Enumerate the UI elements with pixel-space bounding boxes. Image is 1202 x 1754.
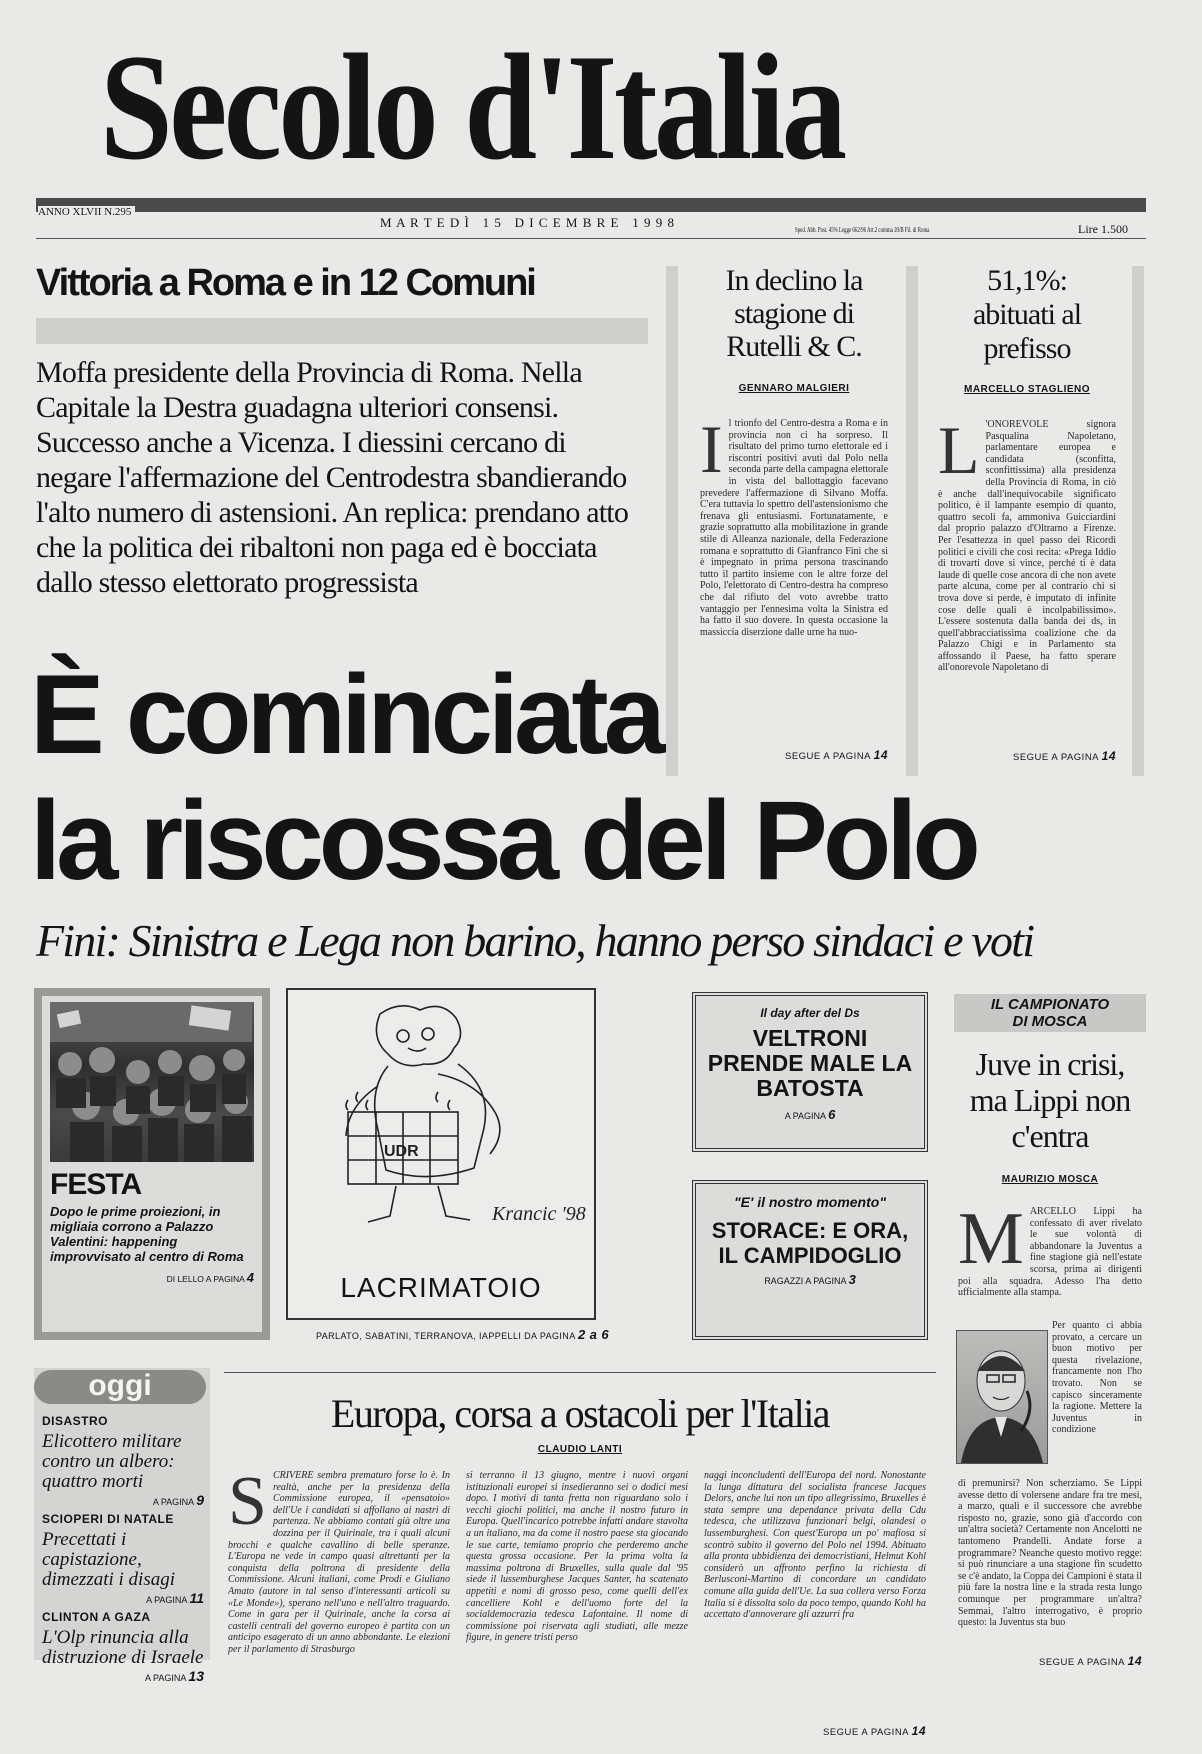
- dropcap: S: [228, 1470, 267, 1540]
- sport-continued: [958, 1654, 1142, 1668]
- lead-subhead: Fini: Sinistra e Lega non barino, hanno perso sindaci e voti: [36, 915, 1034, 966]
- rutelli-continued: [700, 748, 888, 762]
- continued-label: SEGUE A PAGINA: [823, 1727, 909, 1738]
- ref-page: 3: [848, 1272, 856, 1287]
- europa-top-rule: [224, 1372, 936, 1373]
- rutelli-body: [700, 418, 888, 736]
- oggi-item: [42, 1610, 204, 1684]
- column-divider: [666, 266, 678, 776]
- festa-title: FESTA: [50, 1168, 142, 1201]
- ref-label: RAGAZZI A PAGINA: [764, 1276, 847, 1286]
- ref-page: 4: [246, 1270, 254, 1285]
- lead-kicker: Vittoria a Roma e in 12 Comuni: [36, 262, 535, 304]
- festa-text: Dopo le prime proiezioni, in migliaia corrono a Palazzo Valentini: happening improvvisato al centro di Roma: [50, 1204, 244, 1264]
- oggi-item-ref: [42, 1492, 204, 1508]
- prefisso-byline: MARCELLO STAGLIENO: [963, 384, 1091, 395]
- oggi-item-text: Elicottero militare contro un albero: quattro morti: [42, 1431, 182, 1492]
- ref-pages: 2 a 6: [578, 1327, 609, 1342]
- lead-headline-2: la riscossa del Polo: [30, 778, 976, 903]
- cartoon-caption: LACRIMATOIO: [340, 1272, 542, 1303]
- lead-headline-1: È cominciata: [30, 652, 661, 777]
- veltroni-kicker: Il day after del Ds: [760, 1006, 860, 1020]
- continued-page: 14: [911, 1724, 926, 1738]
- ref-label: A PAGINA: [146, 1595, 187, 1605]
- storace-headline: STORACE: E ORA, IL CAMPIDOGLIO: [711, 1218, 909, 1268]
- col-rutelli: [700, 264, 888, 762]
- portrait-image: [957, 1331, 1047, 1463]
- europa-byline: CLAUDIO LANTI: [537, 1444, 623, 1455]
- rubric-line-2: DI MOSCA: [1012, 1013, 1088, 1030]
- veltroni-ref: [706, 1107, 914, 1122]
- masthead-bottom-rule: [36, 238, 1146, 239]
- ref-page: 13: [188, 1668, 204, 1684]
- sport-title: Juve in crisi, ma Lippi non c'entra: [969, 1046, 1131, 1154]
- sport-text-a: ARCELLO Lippi ha confessato di aver rivelato le sue volontà di abbandonare la Juventus a fine stagione già nell'estate scorsa, prima ai dirigenti poi alla squadra. Adesso l'ha detto ufficialmente alla stampa.: [958, 1206, 1142, 1299]
- ref-page: 6: [828, 1107, 836, 1122]
- postal-note: Sped. Abb. Post. 45% Legge 662/96 Art.2 comma 20/B Fil. di Roma: [795, 226, 930, 234]
- cartoon-ref: [316, 1327, 609, 1342]
- oggi-item-head: DISASTRO: [42, 1414, 109, 1428]
- storace-box: [692, 1180, 928, 1340]
- sport-body-b: Per quanto ci abbia provato, a cercare un buon motivo per questa rivelazione, francamente non l'ho trovato. Non se capisco sinceramente la ragione. Mettere la Juventus in condizione: [1052, 1320, 1142, 1436]
- crowd-photo-image: [50, 1002, 252, 1162]
- continued-label: SEGUE A PAGINA: [1039, 1657, 1125, 1668]
- dropcap: M: [958, 1206, 1024, 1280]
- ref-label: PARLATO, SABATINI, TERRANOVA, IAPPELLI DA PAGINA: [316, 1331, 576, 1341]
- prefisso-continued: [938, 749, 1116, 763]
- column-divider: [906, 266, 918, 776]
- right-edge-bar: [1132, 266, 1144, 776]
- continued-page: 14: [873, 748, 888, 762]
- sport-body-a: [958, 1206, 1142, 1312]
- issue-number: ANNO XLVII N.295: [38, 206, 135, 218]
- masthead-title: Secolo d'Italia: [100, 23, 844, 191]
- festa-box: [34, 988, 270, 1340]
- oggi-item: [42, 1414, 204, 1508]
- prefisso-body: [938, 419, 1116, 737]
- oggi-item: [42, 1512, 204, 1606]
- continued-label: SEGUE A PAGINA: [1013, 752, 1099, 763]
- col-prefisso: [938, 264, 1116, 763]
- oggi-label: oggi: [34, 1370, 206, 1404]
- prefisso-title: 51,1%: abituati al prefisso: [972, 264, 1082, 365]
- continued-page: 14: [1101, 749, 1116, 763]
- ref-page: 9: [196, 1492, 204, 1508]
- ref-label: A PAGINA: [784, 1111, 826, 1121]
- kicker-bar: [36, 318, 648, 344]
- rutelli-text: l trionfo del Centro-destra a Roma e in provincia non ci ha sorpreso. Il risultato del primo turno elettorale ed i riscontri positivi avuti dal Polo nella seconda parte della campagna elettorale in vista del ballottaggio facevano prevedere l'affermazione di Silvano Moffa. C'era tuttavia lo spettro dell'astensionismo che frenava gli entusiasmi. Fortunatamente, e grazie soprattutto alla mobilitazione in grande stile di Alleanza nazionale, della Federazione romana e soprattutto di Gianfranco Fini che si è impegnato in prima persona trascinando tutto il partito insieme con le altre forze del Polo, l'elettorato di Centro-destra ha compreso che dal rifiuto del voto avrebbe tratto vantaggio per l'ennesima volta la Sinistra ed ha fatto il suo dovere. In questa occasione la massiccia diserzione dalle urne ha nuo-: [700, 418, 888, 638]
- masthead-rule: [36, 198, 1146, 212]
- cartoon-bag-label: UDR: [384, 1143, 419, 1160]
- rutelli-title: In declino la stagione di Rutelli & C.: [725, 264, 863, 363]
- cartoon-signature: Krancic '98: [492, 1203, 586, 1225]
- issue-date: M A R T E D Ì 1 5 D I C E M B R E 1 9 9 8: [380, 215, 675, 230]
- ref-label: A PAGINA: [145, 1673, 186, 1683]
- rubric-line-1: IL CAMPIONATO: [990, 996, 1110, 1013]
- veltroni-headline: VELTRONI PRENDE MALE LA BATOSTA: [707, 1025, 913, 1101]
- continued-label: SEGUE A PAGINA: [785, 751, 871, 762]
- sport-rubric: [954, 994, 1146, 1032]
- europa-col-3: naggi inconcludenti dell'Europa del nord. Nonostante la lunga dittatura del socialista francese Jacques Delors, anche lui non un tipo allegrissimo, Bruxelles è stata sempre una dependance privata della Cdu tedesca, che utilizzava funzionari belgi, olandesi o lussemburghesi. Con quest'Europa un po' mafiosa si scontrò subito il governo del Polo nel 1994. Abituato alla pronta ubbidienza dei democristiani, Helmut Kohl considerò un affronto perfino la richiesta di Berlusconi-Martino di concordare un candidato comune alla guida dell'Ue. La sua collera verso Forza Italia si è dissolta solo da poco tempo, quando Kohl ha accettato d'annoverare gli azzurri fra: [704, 1470, 926, 1621]
- europa-continued: [704, 1724, 926, 1738]
- lead-summary: Moffa presidente della Provincia di Roma. Nella Capitale la Destra guadagna ulteriori consensi. Successo anche a Vicenza. I diessini cercano di negare l'affermazione del Centrodestra sbandierando l'alto numero di astensioni. An replica: prendano atto che la politica dei ribaltoni non paga ed è bocciata dallo stesso elettorato progressista: [36, 356, 629, 599]
- festa-inner: [42, 996, 262, 1332]
- rutelli-byline: GENNARO MALGIERI: [738, 383, 850, 394]
- oggi-item-head: SCIOPERI DI NATALE: [42, 1512, 174, 1526]
- continued-page: 14: [1127, 1654, 1142, 1668]
- ref-label: DI LELLO A PAGINA: [166, 1274, 245, 1284]
- oggi-item-head: CLINTON A GAZA: [42, 1610, 151, 1624]
- dropcap: I: [700, 418, 723, 487]
- storace-kicker: "E' il nostro momento": [734, 1194, 886, 1210]
- europa-col-1: [228, 1470, 450, 1740]
- oggi-item-ref: [42, 1668, 204, 1684]
- price: Lire 1.500: [1078, 222, 1128, 236]
- sport-byline: MAURIZIO MOSCA: [1001, 1174, 1099, 1185]
- oggi-item-text: Precettati i capistazione, dimezzati i disagi: [42, 1529, 176, 1590]
- oggi-item-ref: [42, 1590, 204, 1606]
- europa-title: Europa, corsa a ostacoli per l'Italia: [330, 1391, 830, 1436]
- festa-photo: [50, 1002, 254, 1162]
- prefisso-text: 'ONOREVOLE signora Pasqualina Napoletano, parlamentare europea e candidata (sconfitta, sconfittissima) alla presidenza della Provincia di Roma, in ciò è anche dall'inequivocabile significato politico, è il lampante esempio di quanto, quattro secoli fa, ammoniva Guicciardini dal proprio palazzo d'Oltrarno a Firenze. Per l'esattezza in quel passo dei Ricordi politici e civili che così recita: «Prega Iddio di trovarti dove si vince, perché ti è data laude di quelle cose ancora di che non avete parte alcuna, come per al contrario chi si trova dove si perde, è imputato di infinite cose delle quali è incolpabilissimo». L'essere sostenuta dalla banda dei ds, in quell'abbracciatissima coalizione che da Palazzo Chigi e in Parlamento sta affossando il Paese, ha fatto sperare all'onorevole Napoletano di: [938, 419, 1116, 674]
- ref-page: 11: [189, 1590, 204, 1606]
- europa-col-2: si terranno il 13 giugno, mentre i nuovi organi istituzionali europei si insedieranno sei o dodici mesi dopo. I motivi di tanta fretta non riguardano solo i vecchi giochi politici, ma anche il nostro futuro in Europa. Quell'incarico potrebbe infatti andare stavolta a un italiano, ma da come il nostro paese sta giocando le sue carte, temiamo proprio che perderemo anche questa grossa occasione. Per la prima volta la massima poltrona di Bruxelles, sulla quale dal '95 siede il lussemburghese Jacques Santer, ha scatenato appetiti e nomi di grosso peso, come quelli dell'ex cancelliere Kohl e dell'uomo forte del la socialdemocrazia tedesca Lafontaine. Il nome di commissione poi riservata agli studiati, alle mezze figure, in genere tristi perso: [466, 1470, 688, 1644]
- cartoon-frame: [286, 988, 596, 1320]
- veltroni-box: [692, 992, 928, 1152]
- oggi-list: [42, 1414, 204, 1684]
- dropcap: L: [938, 419, 980, 488]
- ref-label: A PAGINA: [152, 1497, 194, 1507]
- oggi-item-text: L'Olp rinuncia alla distruzione di Israele: [42, 1627, 204, 1668]
- festa-ref: [50, 1270, 254, 1285]
- cartoon-drawing: [288, 996, 594, 1236]
- lippi-photo: [956, 1330, 1048, 1464]
- europa-text-1: CRIVERE sembra prematuro forse lo è. In realtà, anche per la presidenza della Commissione europea, il «pensatoio» dell'Ue i candidati si affollano ai nastri di partenza. Ne abbiamo contati già oltre una dozzina per il Quirinale, tra i quali alcuni brocchi e qualche cavallino di belle speranze. L'Europa ne vede in campo quasi altrettanti per la conquista della poltrona di presidente della Commissione. Alcuni italiani, come Prodi e Giuliano Amato (autore in tal senso d'interessanti articoli su «Le Monde»), sperano nell'uno e nell'altro traguardo. Come in gara per il Quirinale, anche la corsa ai castelli centrali del governo europeo è partita con un anticipo esagerato di un anno abbondante. Le elezioni per il parlamento di Strasburgo: [228, 1470, 450, 1655]
- sport-body-c: di premunirsi? Non scherziamo. Se Lippi avesse detto di volersene andare fra tre mesi, a marzo, quali e il successore che avrebbe risposto no, grazie, sono già d'accordo con un'altra società? Certamente non Ancelotti ne tantomeno Prandelli. Andate forse a programmare? Neanche questo motivo regge: si può rinunciare a una stagione fin scudetto se c'è andato, la Coppa dei Campioni è stata il più fare la nostra line e la strada resta lungo comunque per programmare un'altra? Semmai, l'altro interrogativo, è proprio questo: la Juventus sta buo: [958, 1478, 1142, 1629]
- storace-ref: [706, 1272, 914, 1287]
